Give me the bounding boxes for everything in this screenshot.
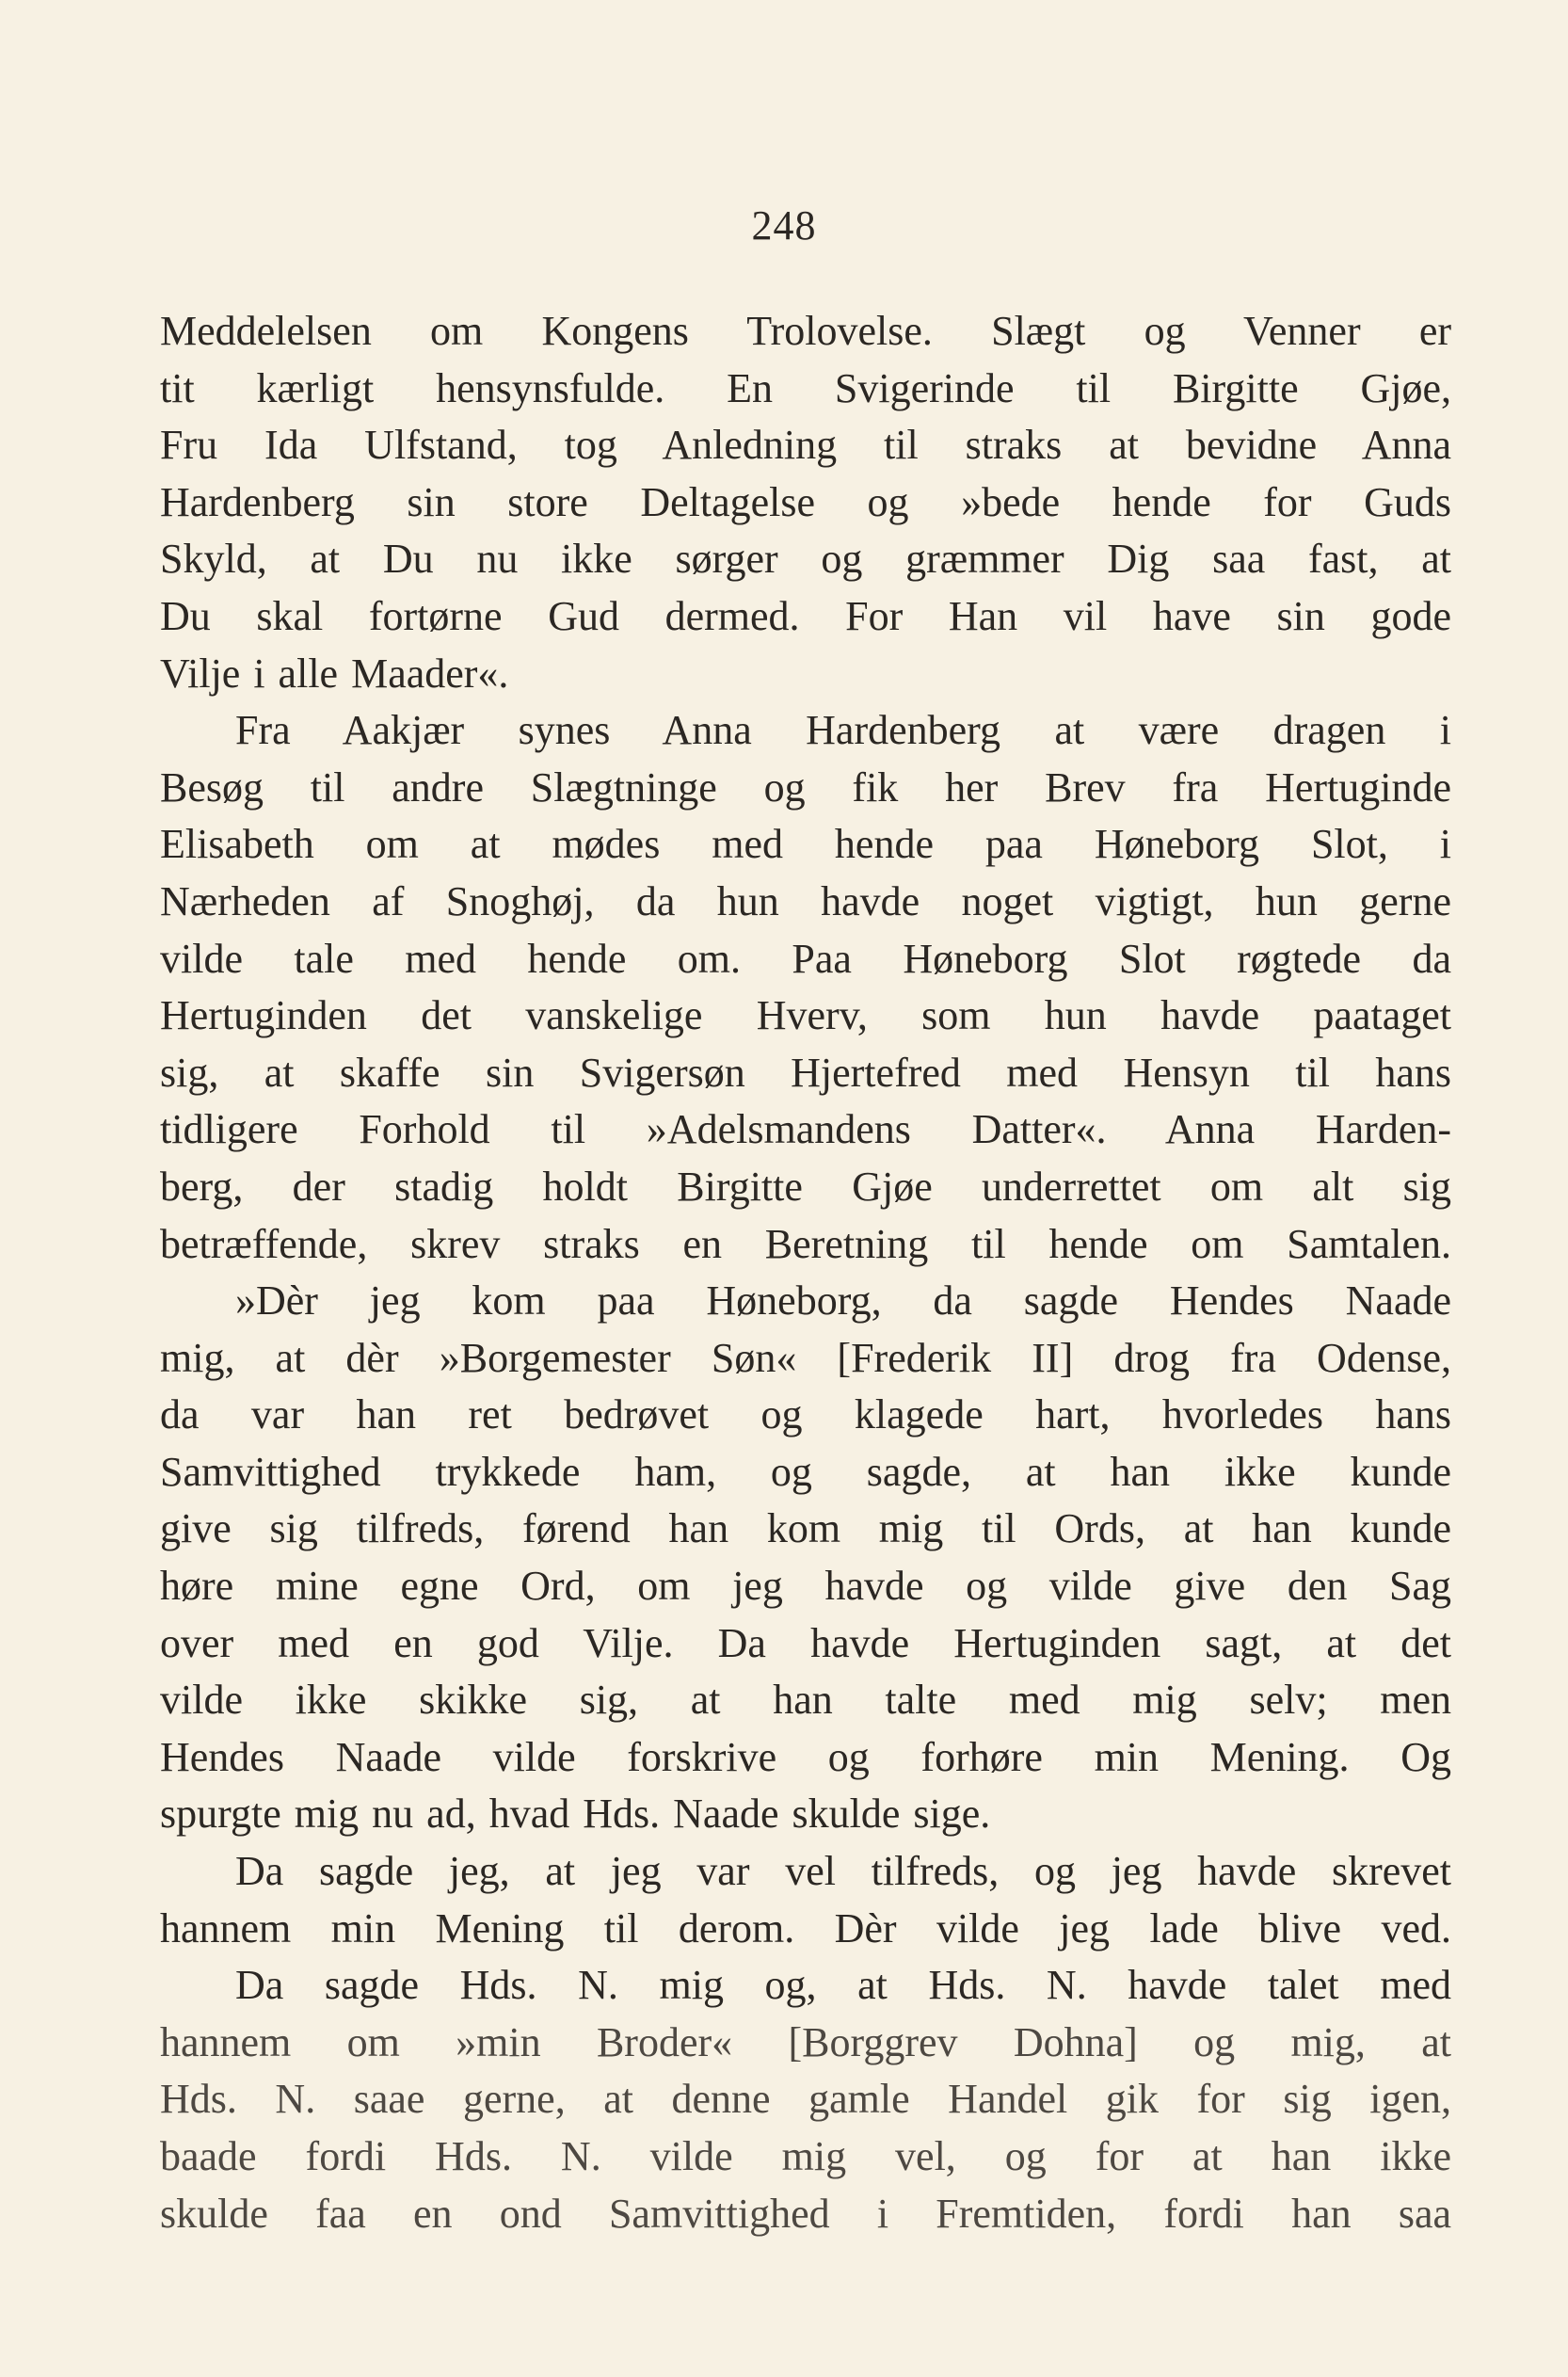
- text-line: sig, at skaffe sin Svigersøn Hjertefred med Hensyn til hans: [160, 1049, 1451, 1096]
- text-line: Hardenberg sin store Deltagelse og »bede hende for Guds: [160, 478, 1451, 525]
- text-line: Fra Aakjær synes Anna Hardenberg at være dragen i: [235, 707, 1451, 754]
- text-line: betræffende, skrev straks en Beretning til hende om Samtalen.: [160, 1220, 1451, 1267]
- text-line: Hertuginden det vanskelige Hverv, som hun havde paataget: [160, 992, 1451, 1039]
- text-line: vilde tale med hende om. Paa Høneborg Slot røgtede da: [160, 935, 1451, 982]
- text-line: tidligere Forhold til »Adelsmandens Datter«. Anna Harden-: [160, 1106, 1451, 1153]
- text-line: Meddelelsen om Kongens Trolovelse. Slægt og Venner er: [160, 308, 1451, 354]
- text-line: vilde ikke skikke sig, at han talte med mig selv; men: [160, 1677, 1451, 1724]
- text-line: Vilje i alle Maader«.: [160, 650, 509, 697]
- text-line: Besøg til andre Slægtninge og fik her Brev fra Hertuginde: [160, 763, 1451, 811]
- text-line: da var han ret bedrøvet og klagede hart, hvorledes hans: [160, 1391, 1451, 1438]
- text-line: Elisabeth om at mødes med hende paa Høneborg Slot, i: [160, 821, 1451, 868]
- text-line: hannem om »min Broder« [Borggrev Dohna] og mig, at: [160, 2018, 1451, 2065]
- text-line: tit kærligt hensynsfulde. En Svigerinde til Birgitte Gjøe,: [160, 364, 1451, 411]
- text-line: Nærheden af Snoghøj, da hun havde noget vigtigt, hun gerne: [160, 877, 1451, 924]
- text-line: Fru Ida Ulfstand, tog Anledning til straks at bevidne Anna: [160, 422, 1451, 469]
- text-line: mig, at dèr »Borgemester Søn« [Frederik II] drog fra Odense,: [160, 1334, 1451, 1381]
- text-line: Da sagde Hds. N. mig og, at Hds. N. havde talet med: [235, 1962, 1451, 2009]
- text-line: hannem min Mening til derom. Dèr vilde jeg lade blive ved.: [160, 1904, 1451, 1951]
- text-line: Skyld, at Du nu ikke sørger og græmmer Dig saa fast, at: [160, 536, 1451, 583]
- text-line: høre mine egne Ord, om jeg havde og vilde give den Sag: [160, 1563, 1451, 1610]
- text-line: baade fordi Hds. N. vilde mig vel, og for at han ikke: [160, 2133, 1451, 2179]
- text-line: give sig tilfreds, førend han kom mig til Ords, at han kunde: [160, 1505, 1451, 1552]
- page-number: 248: [751, 202, 817, 249]
- text-line: Hds. N. saae gerne, at denne gamle Handel gik for sig igen,: [160, 2076, 1451, 2123]
- text-line: Du skal fortørne Gud dermed. For Han vil have sin gode: [160, 592, 1451, 639]
- text-line: spurgte mig nu ad, hvad Hds. Naade skulde sige.: [160, 1791, 991, 1838]
- text-line: skulde faa en ond Samvittighed i Fremtiden, fordi han saa: [160, 2190, 1451, 2237]
- text-line: Samvittighed trykkede ham, og sagde, at han ikke kunde: [160, 1448, 1451, 1495]
- text-line: Da sagde jeg, at jeg var vel tilfreds, og jeg havde skrevet: [235, 1848, 1451, 1895]
- text-line: »Dèr jeg kom paa Høneborg, da sagde Hendes Naade: [235, 1277, 1451, 1325]
- text-line: Hendes Naade vilde forskrive og forhøre min Mening. Og: [160, 1733, 1451, 1780]
- text-line: over med en god Vilje. Da havde Hertuginden sagt, at det: [160, 1619, 1451, 1666]
- body-text: [160, 303, 1451, 2242]
- text-line: berg, der stadig holdt Birgitte Gjøe underrettet om alt sig: [160, 1163, 1451, 1210]
